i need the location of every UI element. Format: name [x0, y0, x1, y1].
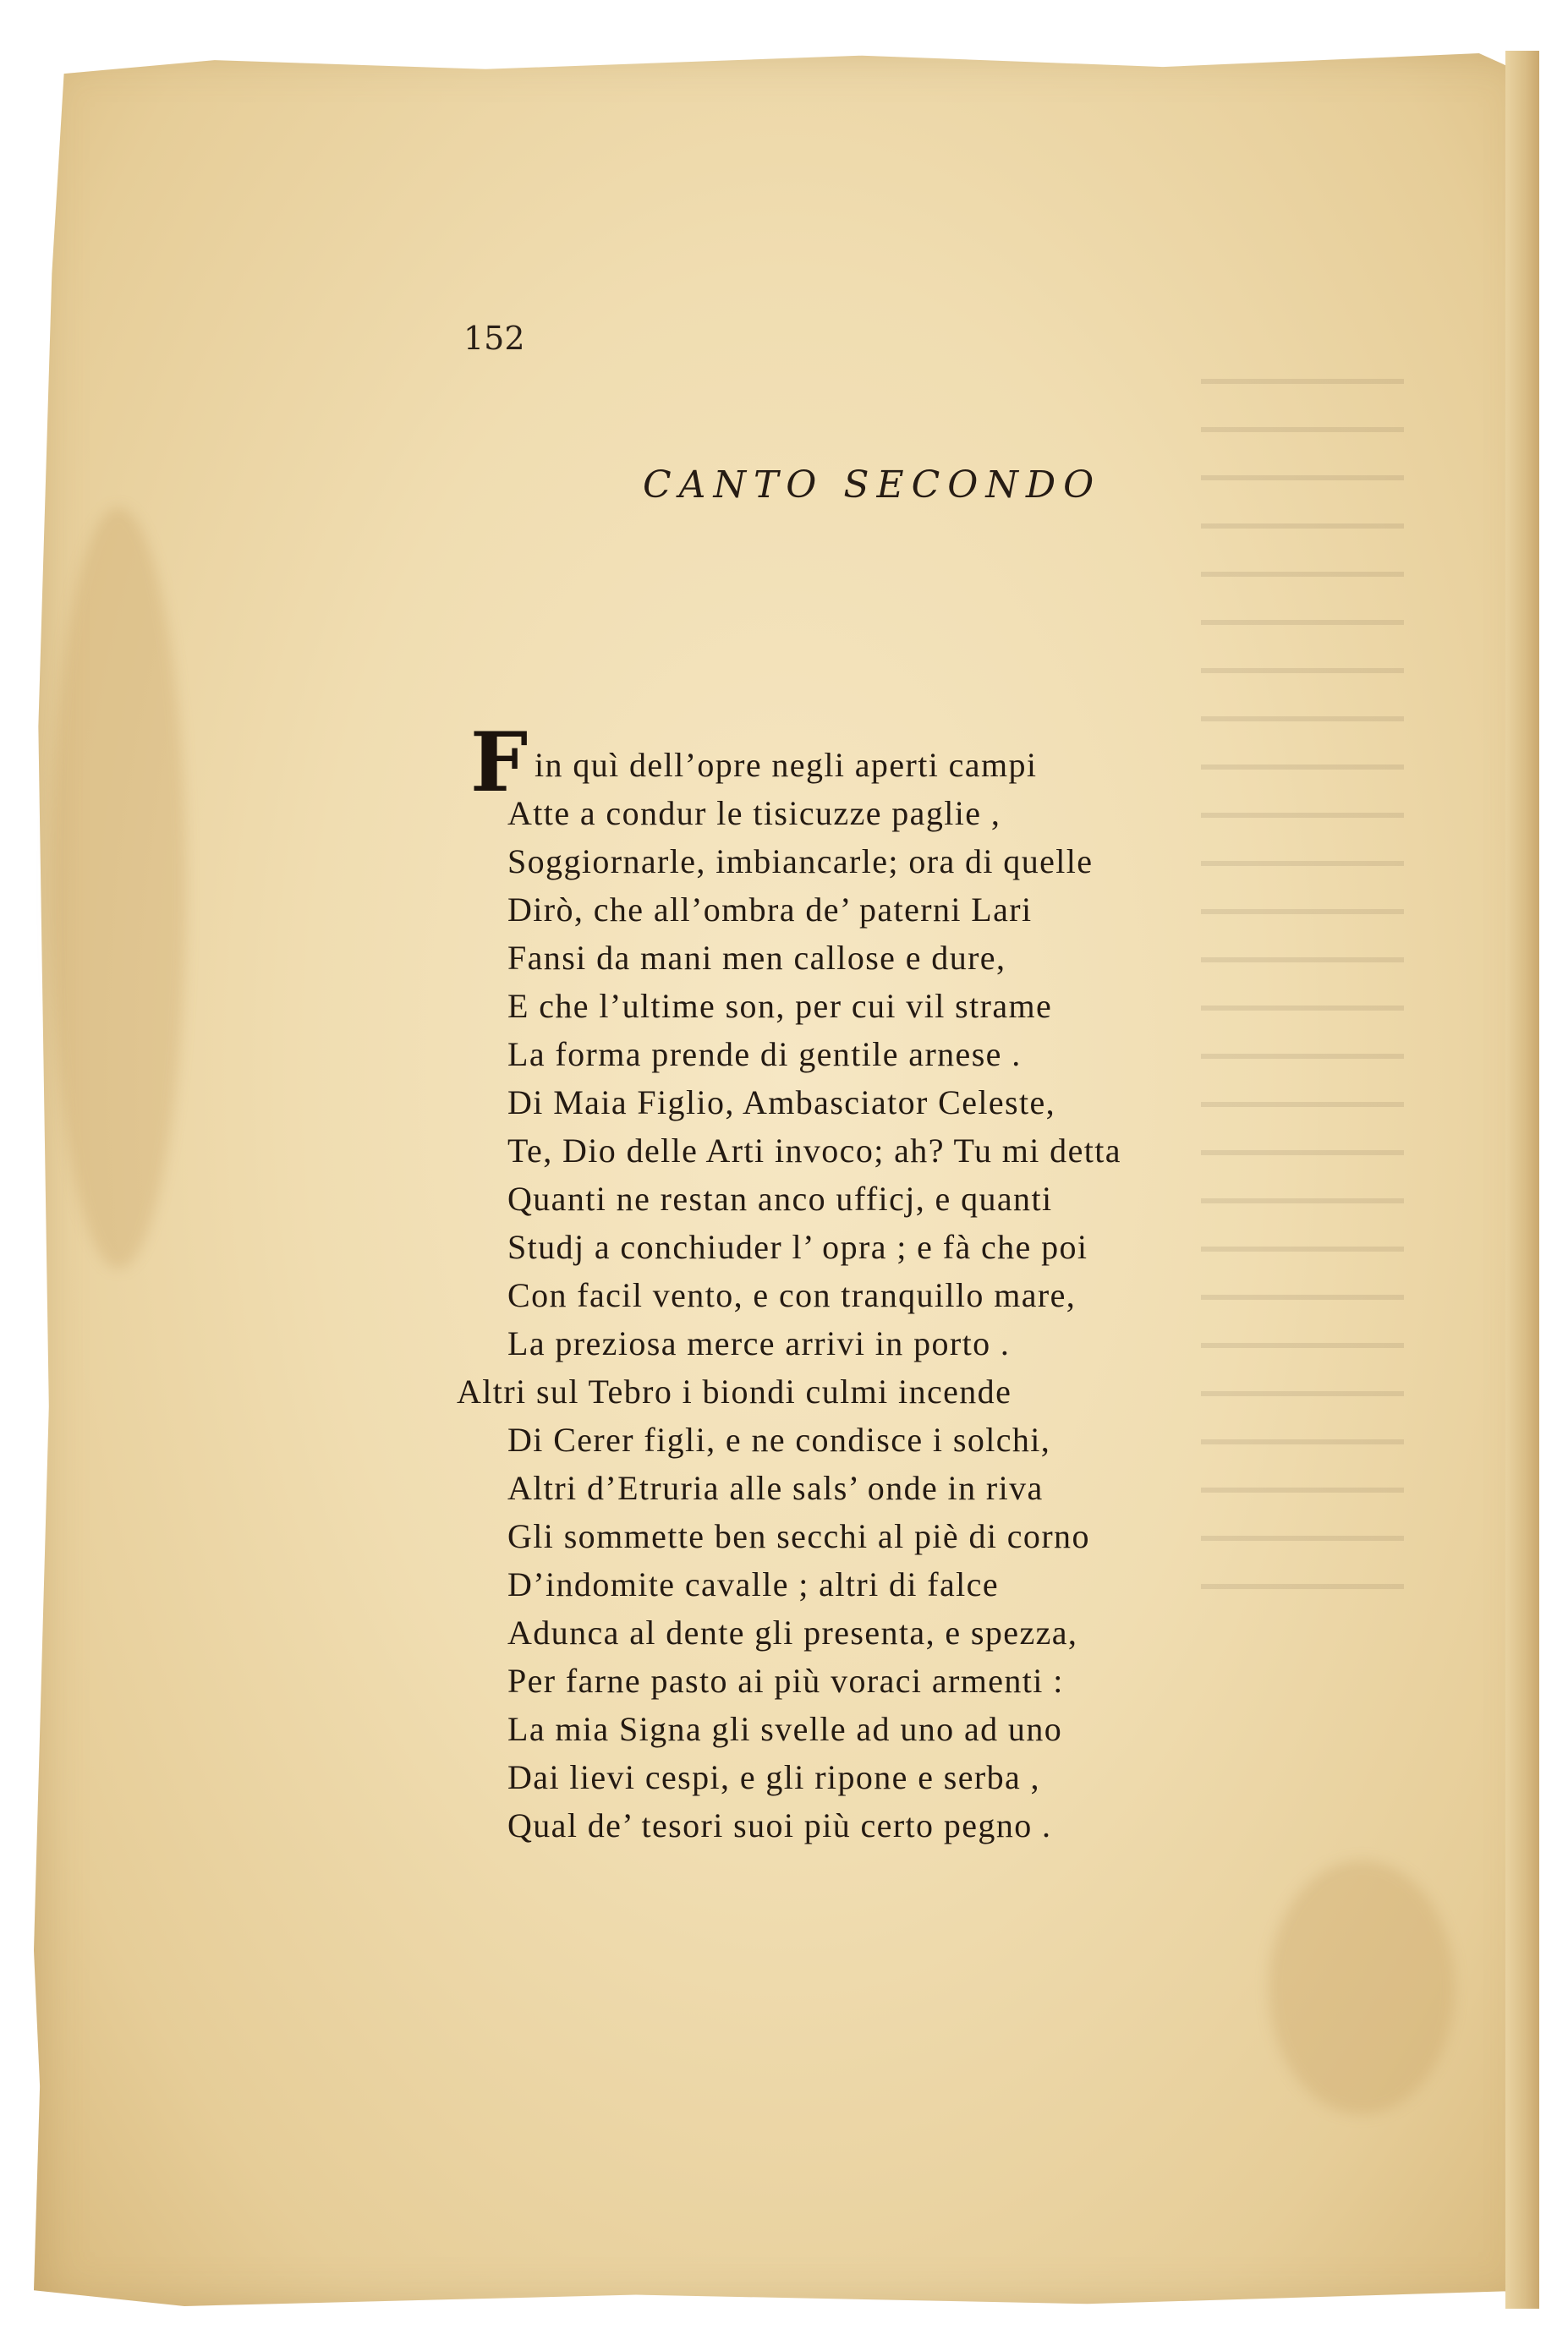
poem-line: Per farne pasto ai più voraci armenti :: [507, 1662, 1064, 1700]
poem-line: Di Maia Figlio, Ambasciator Celeste,: [507, 1083, 1056, 1121]
first-line-text: in quì dell’opre negli aperti campi: [535, 746, 1038, 784]
poem-line: Te, Dio delle Arti invoco; ah? Tu mi detta: [507, 1132, 1121, 1170]
poem-line: [457, 715, 1387, 810]
poem-line: Gli sommette ben secchi al piè di corno: [507, 1517, 1090, 1555]
page-edge: [1505, 51, 1539, 2309]
poem-line: Altri sul Tebro i biondi culmi incende: [457, 1373, 1012, 1411]
poem-line: La preziosa merce arrivi in porto .: [507, 1324, 1011, 1362]
poem-line: Studj a conchiuder l’ opra ; e fà che poi: [507, 1228, 1088, 1266]
poem-line: Di Cerer figli, e ne condisce i solchi,: [507, 1421, 1051, 1459]
poem-line: Con facil vento, e con tranquillo mare,: [507, 1276, 1077, 1314]
poem-line: Adunca al dente gli presenta, e spezza,: [507, 1614, 1078, 1652]
poem-line: Dirò, che all’ombra de’ paterni Lari: [507, 891, 1033, 929]
drop-cap: F: [470, 715, 529, 810]
stain: [1269, 1860, 1455, 2114]
stain: [51, 507, 186, 1269]
poem-line: D’indomite cavalle ; altri di falce: [507, 1565, 999, 1603]
poem-line: E che l’ultime son, per cui vil strame: [507, 987, 1053, 1025]
page-number: 152: [463, 320, 525, 357]
poem-body: [457, 715, 1387, 1850]
poem-line: Fansi da mani men callose e dure,: [507, 939, 1006, 977]
poem-line: Soggiornarle, imbiancarle; ora di quelle: [507, 842, 1094, 880]
poem-line: Qual de’ tesori suoi più certo pegno .: [507, 1806, 1052, 1844]
poem-line: Dai lievi cespi, e gli ripone e serba ,: [507, 1758, 1040, 1796]
poem-line: Altri d’Etruria alle sals’ onde in riva: [507, 1469, 1044, 1507]
poem-line: La forma prende di gentile arnese .: [507, 1035, 1022, 1073]
canto-title: CANTO SECONDO: [643, 463, 1102, 507]
poem-line: La mia Signa gli svelle ad uno ad uno: [507, 1710, 1063, 1748]
poem-line: Atte a condur le tisicuzze paglie ,: [507, 794, 1001, 832]
poem-line: Quanti ne restan anco ufficj, e quanti: [507, 1180, 1053, 1218]
